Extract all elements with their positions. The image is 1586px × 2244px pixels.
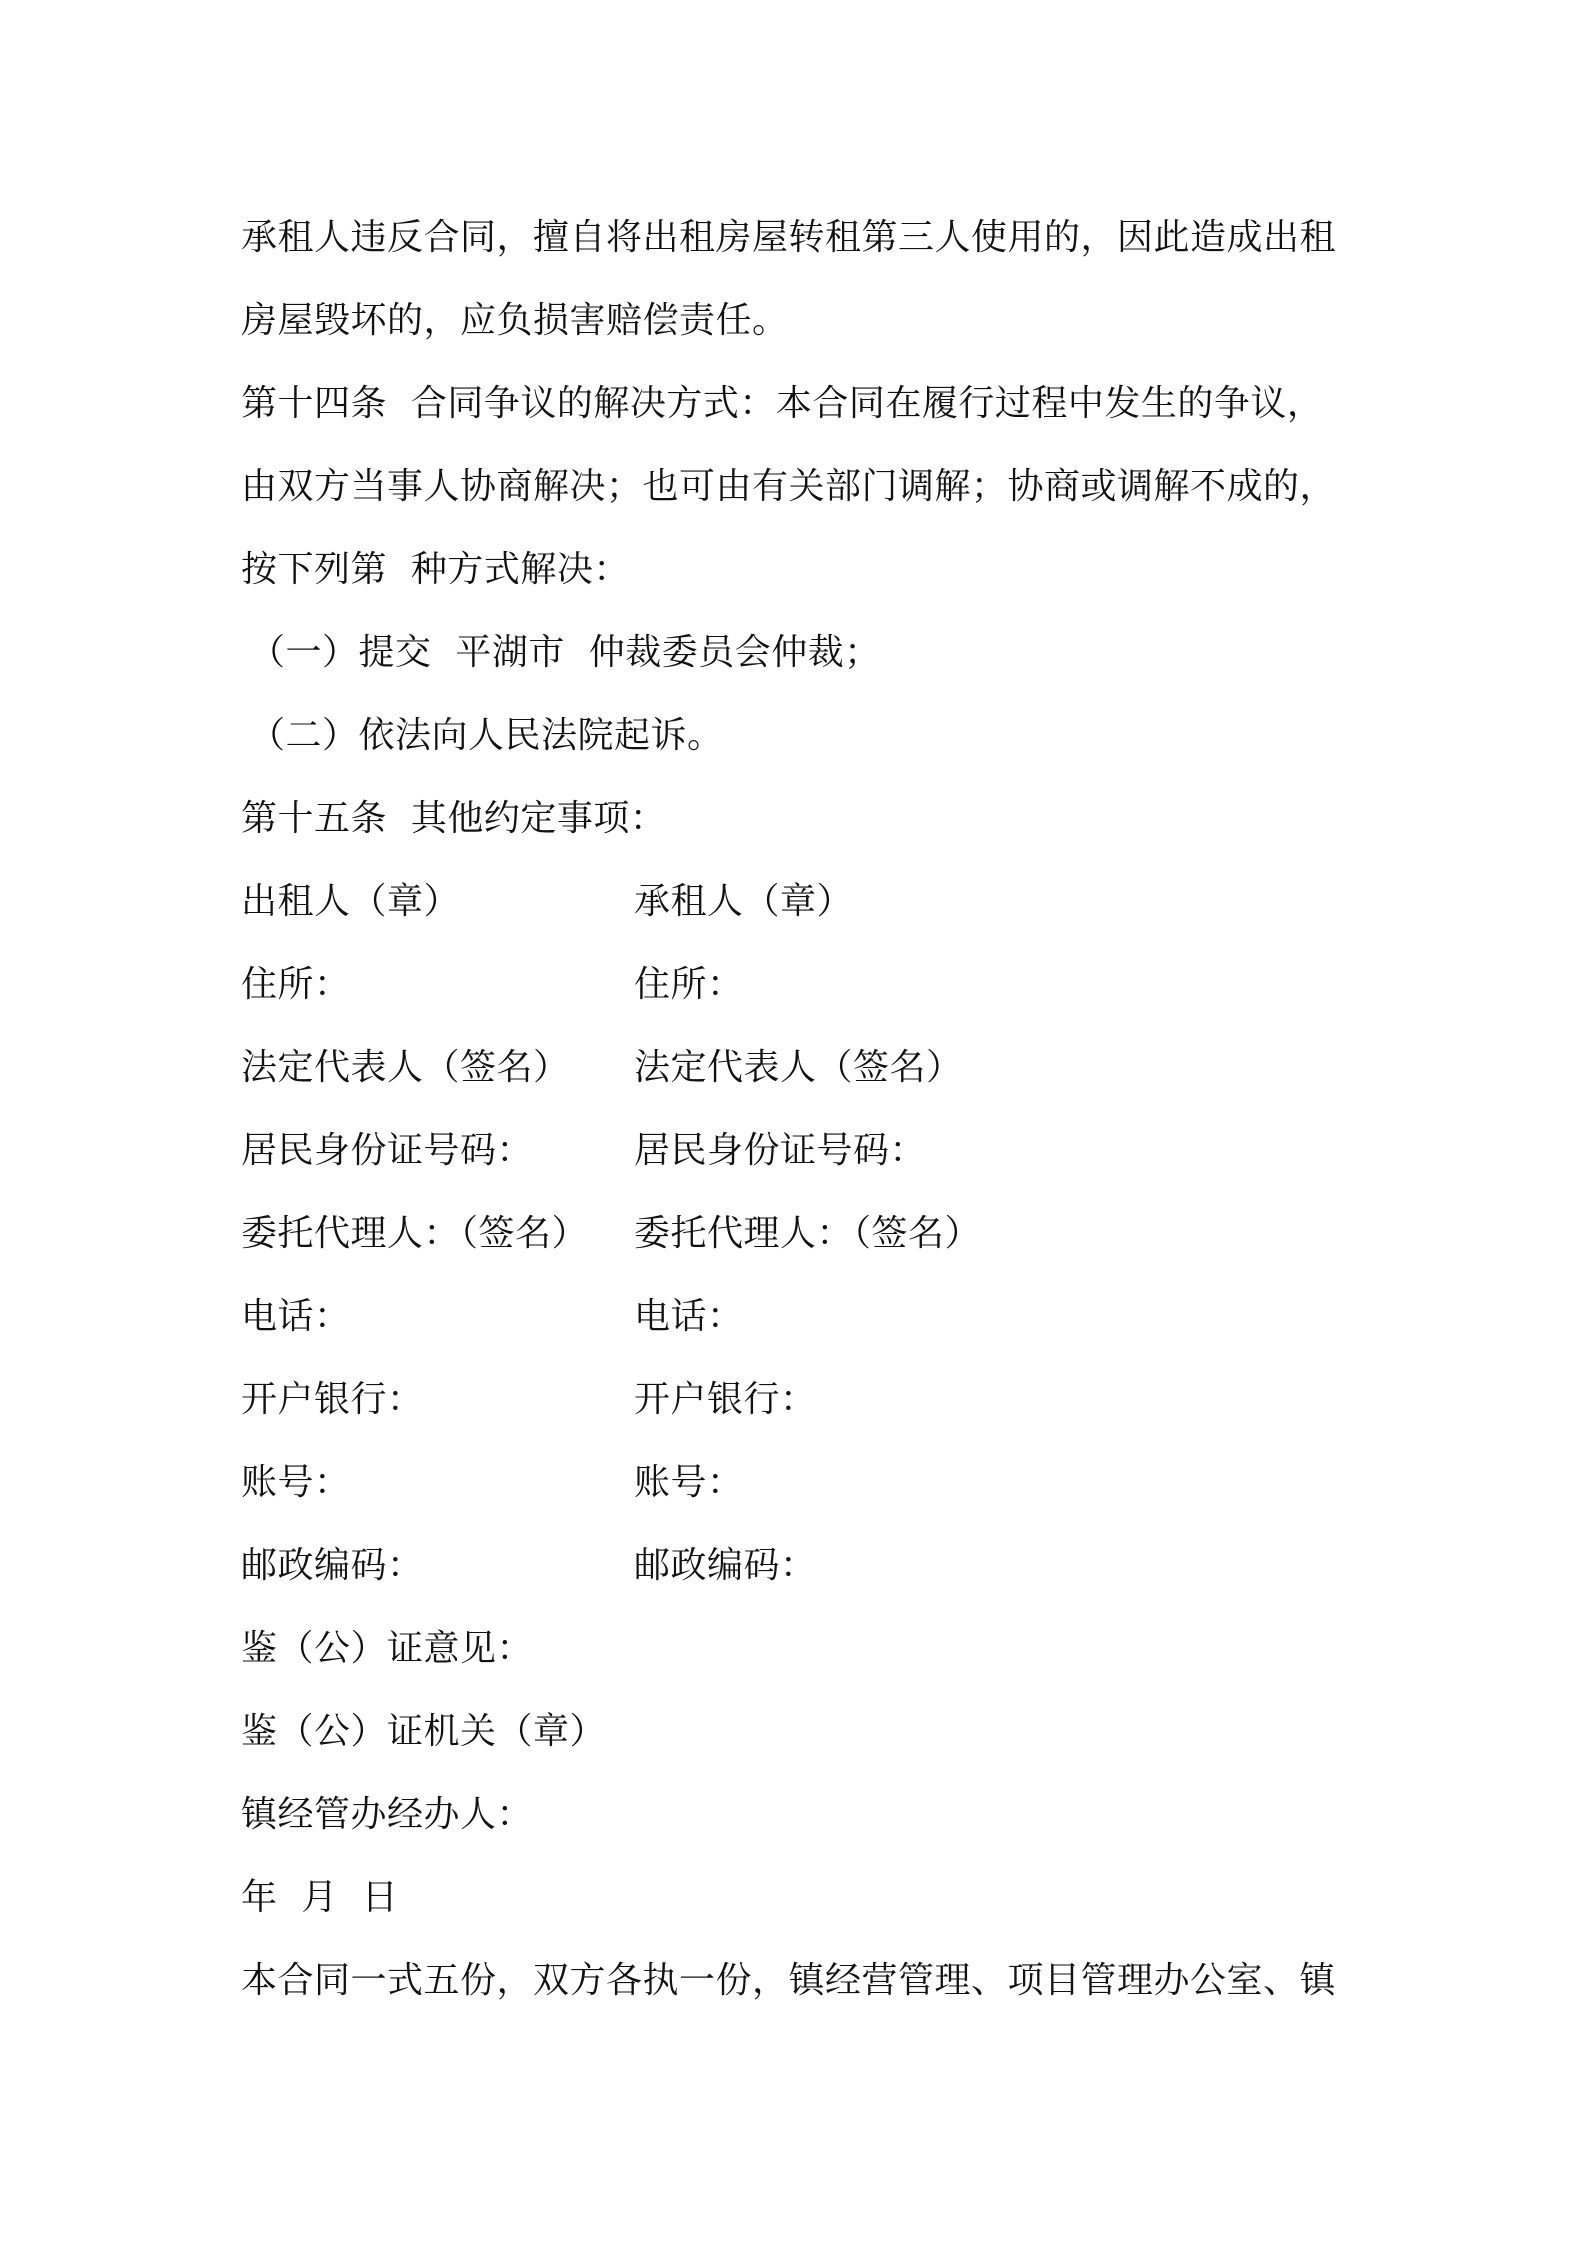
lessee-legal-rep-label: 法定代表人（签名）	[634, 1047, 963, 1088]
signature-row-agent	[241, 1192, 1371, 1275]
lessee-account-label: 账号：	[634, 1462, 744, 1503]
lessor-phone-label: 电话：	[241, 1296, 351, 1337]
signature-row-legal-rep	[241, 1026, 1371, 1109]
article-14-heading: 第十四条 合同争议的解决方式：本合同在履行过程中发生的争议，	[241, 383, 1324, 424]
lessee-bank-label: 开户银行：	[634, 1379, 817, 1420]
date-line: 年 月 日	[241, 1877, 399, 1918]
document-body	[241, 196, 1371, 2022]
signature-row-bank	[241, 1358, 1371, 1441]
paragraph-line: 按下列第 种方式解决：	[241, 549, 630, 590]
lessor-account-label: 账号：	[241, 1462, 351, 1503]
signature-row-account	[241, 1441, 1371, 1524]
option-court: （二）依法向人民法院起诉。	[249, 715, 724, 756]
lessee-phone-label: 电话：	[634, 1296, 744, 1337]
lessee-id-number-label: 居民身份证号码：	[634, 1130, 927, 1171]
lessor-bank-label: 开户银行：	[241, 1379, 424, 1420]
lessor-postcode-label: 邮政编码：	[241, 1545, 424, 1586]
paragraph-line: 房屋毁坏的，应负损害赔偿责任。	[241, 300, 789, 341]
lessor-seal-label: 出租人（章）	[241, 881, 461, 922]
signature-row-seal	[241, 860, 1371, 943]
signature-row-id-number	[241, 1109, 1371, 1192]
lessee-address-label: 住所：	[634, 964, 744, 1005]
notary-opinion-label: 鉴（公）证意见：	[241, 1628, 534, 1669]
paragraph-line: 由双方当事人协商解决；也可由有关部门调解；协商或调解不成的，	[241, 466, 1337, 507]
lessee-postcode-label: 邮政编码：	[634, 1545, 817, 1586]
signature-row-phone	[241, 1275, 1371, 1358]
town-office-handler-label: 镇经管办经办人：	[241, 1794, 534, 1835]
lessee-agent-label: 委托代理人：（签名）	[634, 1213, 982, 1254]
lessee-seal-label: 承租人（章）	[634, 881, 854, 922]
lessor-agent-label: 委托代理人：（签名）	[241, 1213, 589, 1254]
signature-row-postcode	[241, 1524, 1371, 1607]
lessor-legal-rep-label: 法定代表人（签名）	[241, 1047, 570, 1088]
copies-clause: 本合同一式五份，双方各执一份，镇经营管理、项目管理办公室、镇	[241, 1960, 1337, 2001]
lessor-id-number-label: 居民身份证号码：	[241, 1130, 534, 1171]
option-arbitration: （一）提交 平湖市 仲裁委员会仲裁；	[249, 632, 881, 673]
paragraph-line: 承租人违反合同，擅自将出租房屋转租第三人使用的，因此造成出租	[241, 217, 1337, 258]
lessor-address-label: 住所：	[241, 964, 351, 1005]
notary-office-seal-label: 鉴（公）证机关（章）	[241, 1711, 607, 1752]
article-15-heading: 第十五条 其他约定事项：	[241, 798, 667, 839]
signature-row-address	[241, 943, 1371, 1026]
